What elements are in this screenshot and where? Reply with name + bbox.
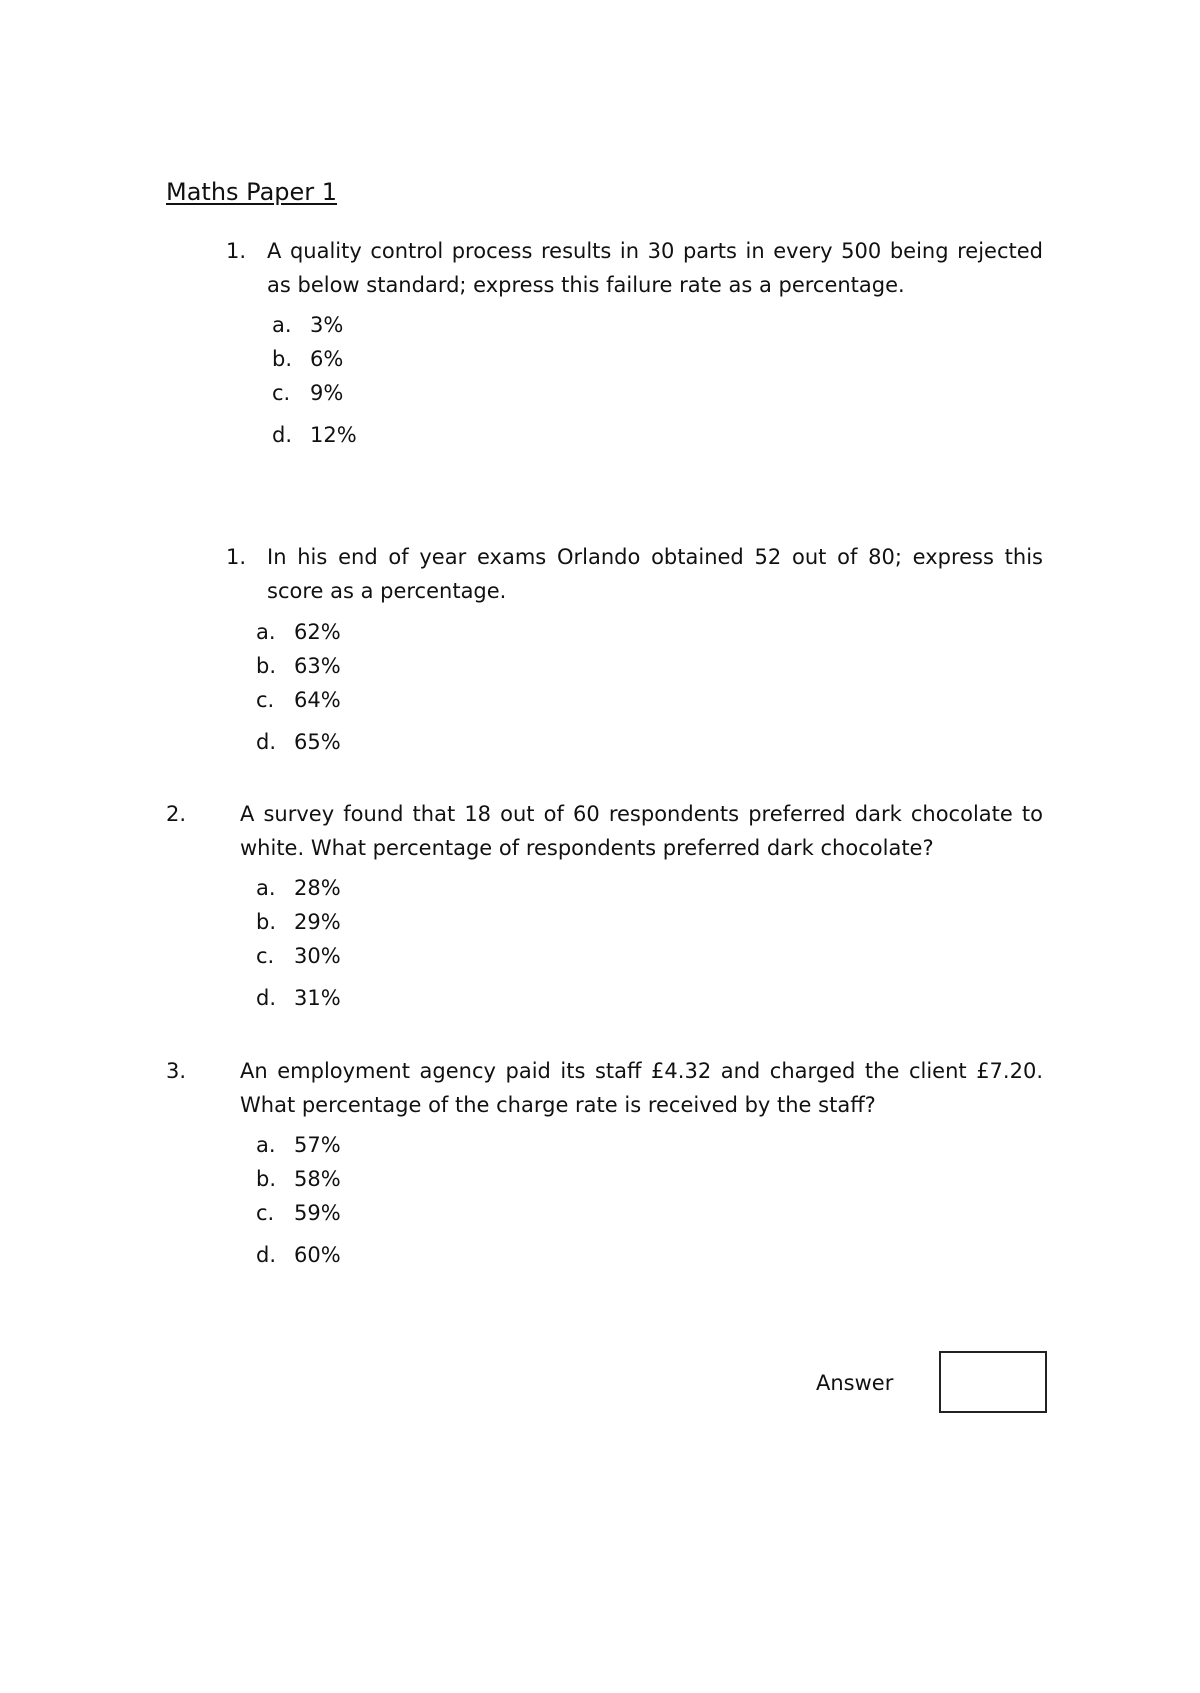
option-letter: c. — [256, 688, 275, 712]
option-letter: a. — [272, 313, 292, 337]
option-letter: a. — [256, 620, 276, 644]
option-letter: b. — [256, 654, 277, 678]
option-value: 65% — [294, 730, 341, 754]
option-value: 3% — [310, 313, 344, 337]
question-number: 3. — [166, 1059, 187, 1083]
question-number: 2. — [166, 802, 187, 826]
option-value: 58% — [294, 1167, 341, 1191]
question-number: 1. — [226, 545, 247, 569]
option-value: 12% — [310, 423, 357, 447]
option-value: 63% — [294, 654, 341, 678]
question-text: A survey found that 18 out of 60 respondents preferred dark chocolate to white. What percentage of respondents preferred dark chocolate? — [240, 802, 1043, 860]
answer-box[interactable] — [939, 1351, 1047, 1413]
option-letter: d. — [256, 1243, 277, 1267]
option-value: 28% — [294, 876, 341, 900]
option-value: 9% — [310, 381, 344, 405]
question-text: A quality control process results in 30 parts in every 500 being rejected as below standard; express this failure rate as a percentage. — [267, 239, 1043, 297]
option-value: 64% — [294, 688, 341, 712]
question-text: An employment agency paid its staff £4.32 and charged the client £7.20. What percentage of the charge rate is received by the staff? — [240, 1059, 1043, 1117]
answer-label: Answer — [816, 1371, 894, 1395]
option-value: 60% — [294, 1243, 341, 1267]
option-value: 31% — [294, 986, 341, 1010]
option-letter: c. — [256, 944, 275, 968]
question-text: In his end of year exams Orlando obtained 52 out of 80; express this score as a percentage. — [267, 545, 1043, 603]
option-value: 57% — [294, 1133, 341, 1157]
option-value: 6% — [310, 347, 344, 371]
option-value: 30% — [294, 944, 341, 968]
option-letter: d. — [272, 423, 293, 447]
option-letter: d. — [256, 986, 277, 1010]
option-letter: a. — [256, 1133, 276, 1157]
question-number: 1. — [226, 239, 247, 263]
option-letter: a. — [256, 876, 276, 900]
option-letter: b. — [256, 1167, 277, 1191]
option-letter: b. — [272, 347, 293, 371]
page-title: Maths Paper 1 — [166, 178, 338, 206]
option-letter: d. — [256, 730, 277, 754]
option-letter: c. — [272, 381, 291, 405]
option-value: 59% — [294, 1201, 341, 1225]
option-letter: b. — [256, 910, 277, 934]
option-value: 29% — [294, 910, 341, 934]
option-letter: c. — [256, 1201, 275, 1225]
option-value: 62% — [294, 620, 341, 644]
